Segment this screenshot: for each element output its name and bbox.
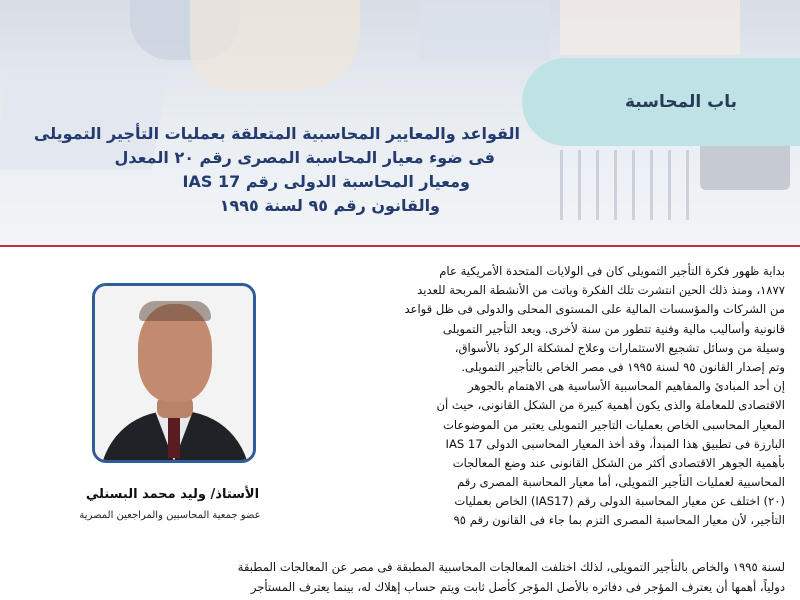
article-title-line: ومعيار المحاسبة الدولى رقم IAS 17 xyxy=(182,172,470,191)
author-role: عضو جمعية المحاسبين والمراجعين المصرية xyxy=(79,510,261,521)
body-line: وسيلة من وسائل تشجيع الاستثمارات وعلاج لمشكلة الركود بالأسواق، xyxy=(454,340,785,355)
article-title xyxy=(33,122,520,218)
section-tab xyxy=(522,58,800,146)
body-line: قانونية وأساليب مالية وفنية تتطور من سنة لأخرى. ويعد التأجير التمويلى xyxy=(442,321,785,336)
body-line: ١٨٧٧، ومنذ ذلك الحين انتشرت تلك الفكرة وباتت من الأنشطة المربحة للعديد xyxy=(417,283,785,298)
body-line: (٢٠) اختلف عن معيار المحاسبة الدولى رقم (IAS17) الخاص بعمليات xyxy=(454,494,785,509)
body-line: المعيار المحاسبى الخاص بعمليات التاجير التمويلى يعتبر من الموضوعات xyxy=(442,417,785,432)
author-photo xyxy=(92,283,256,463)
body-line: الاقتصادى للمعاملة والذى يكون أهمية كبيرة من الشكل القانونى، حيث أن xyxy=(436,398,785,413)
header-divider xyxy=(0,245,800,247)
body-line: المحاسبية لعمليات التأجير التمويلى، أما معيار المحاسبة المصرى رقم xyxy=(457,475,785,490)
body-line: لسنة ١٩٩٥ والخاص بالتأجير التمويلى، لذلك اختلفت المعالجات المحاسبية المطبقة فى مصر عن المعالجات المطبقة xyxy=(237,560,785,574)
body-line: وتم إصدار القانون ٩٥ لسنة ١٩٩٥ فى مصر الخاص بالتأجير التمويلى. xyxy=(461,359,785,374)
article-body-column xyxy=(297,262,785,531)
body-line: بأهمية الجوهر الاقتصادى أكثر من الشكل القانونى عند وضع المعالجات xyxy=(452,455,785,470)
article-title-line: والقانون رقم ٩٥ لسنة ١٩٩٥ xyxy=(219,196,440,215)
header-banner-image xyxy=(0,0,800,245)
article-title-line: القواعد والمعايير المحاسبية المتعلقة بعمليات التأجير التمويلى xyxy=(33,124,520,143)
article-body-full-width xyxy=(52,558,785,597)
author-name: الأستاذ/ وليد محمد البسنلي xyxy=(85,487,260,502)
body-line: البارزة فى تطبيق هذا المبدأ، وقد أخذ المعيار المحاسبى الدولى IAS 17 xyxy=(445,436,785,451)
author-hair xyxy=(139,301,211,321)
body-line: التأجير، لأن معيار المحاسبة المصرى التزم بما جاء فى القانون رقم ٩٥ xyxy=(453,513,785,528)
article-title-line: فى ضوء معيار المحاسبة المصرى رقم ٢٠ المعدل xyxy=(114,148,495,167)
author-tie xyxy=(168,418,180,458)
section-title: باب المحاسبة xyxy=(625,92,737,112)
body-line: دولياً، أهمها أن يعترف المؤجر فى دفاتره بالأصل المؤجر كأصل ثابت ويتم حساب إهلاك له، بينما يعترف المستأجر xyxy=(250,579,785,594)
body-line: إن أحد المبادئ والمفاهيم المحاسبية الأساسية هى الاهتمام بالجوهر xyxy=(467,379,785,394)
body-line: من الشركات والمؤسسات المالية على المستوى المحلى والدولى فى ظل قواعد xyxy=(404,302,785,317)
body-line: بداية ظهور فكرة التأجير التمويلى كان فى الولايات المتحدة الأمريكية عام xyxy=(439,264,785,278)
